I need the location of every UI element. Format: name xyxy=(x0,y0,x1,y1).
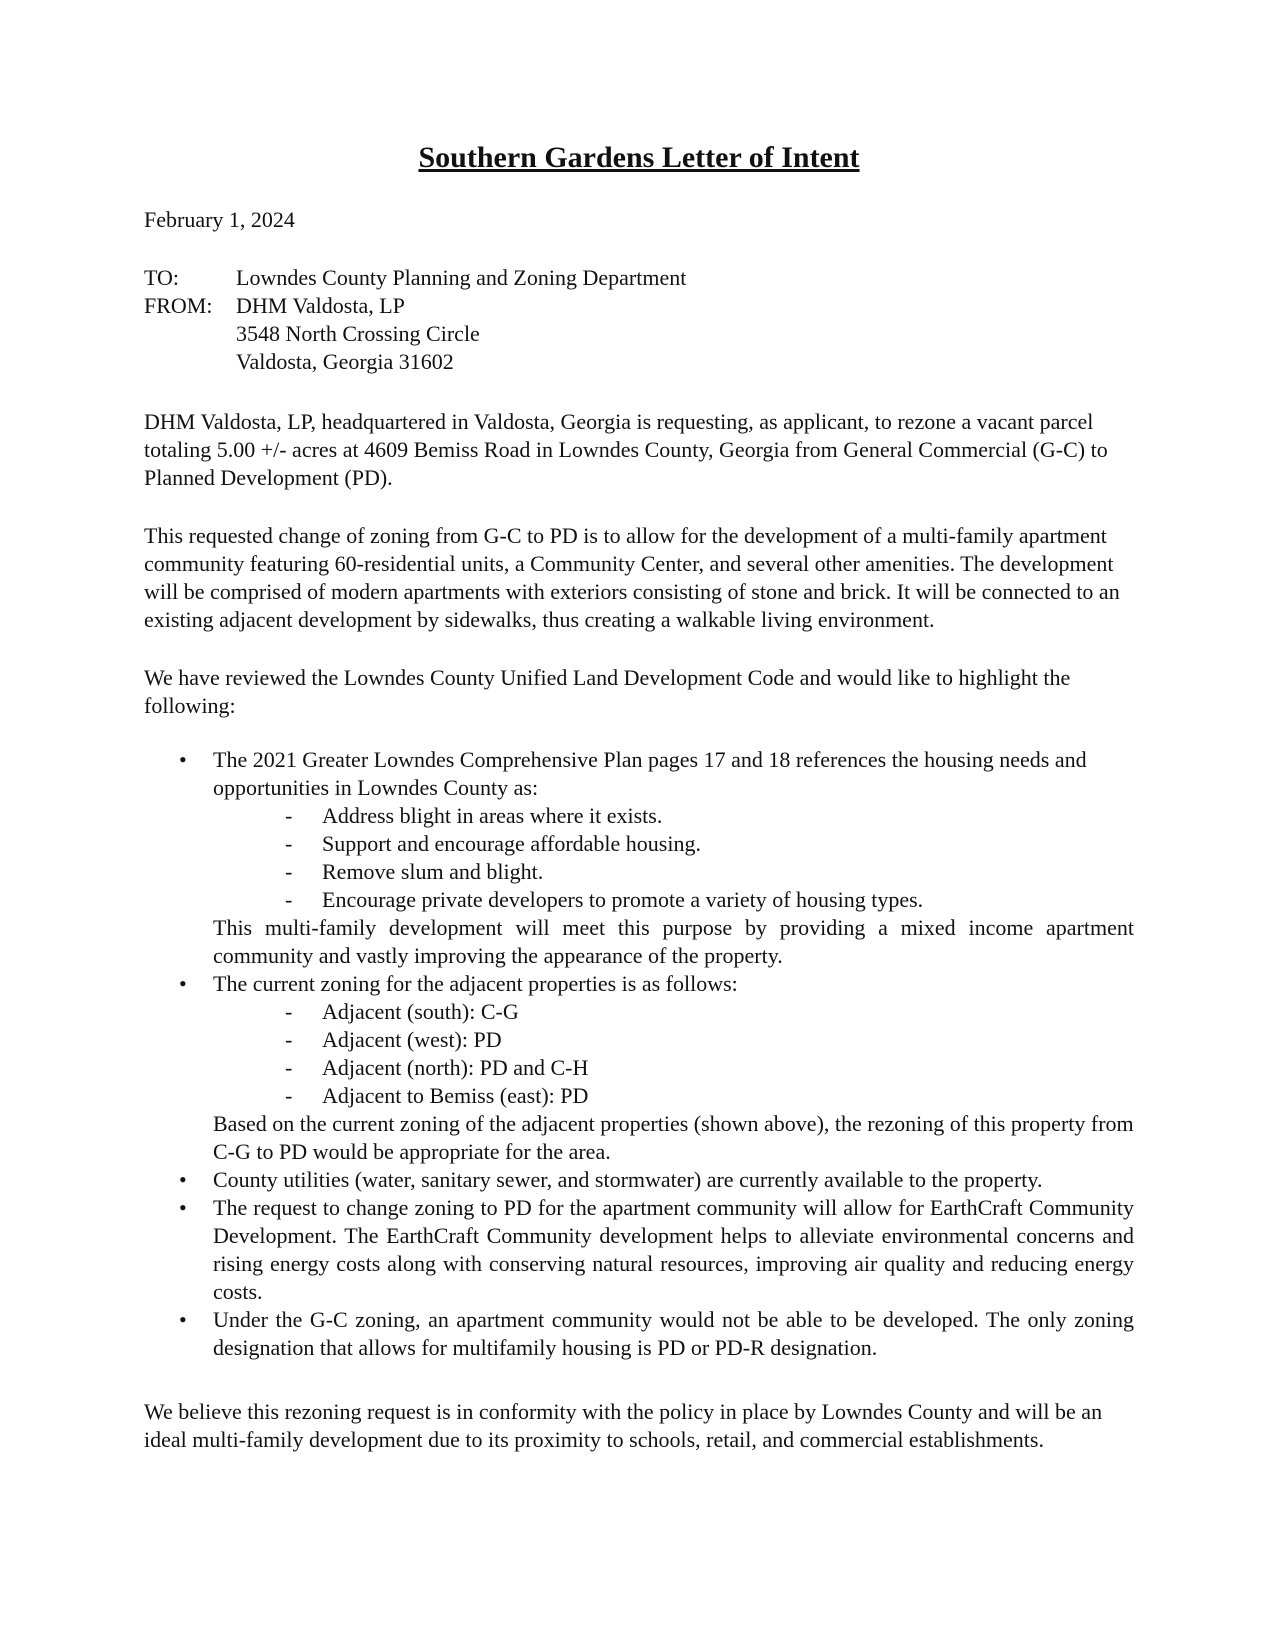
bullet-continuation: Based on the current zoning of the adjacent properties (shown above), the rezoning of this property from C-G to PD would be appropriate for the area. xyxy=(213,1111,1134,1164)
dash-item: - Adjacent (south): C-G xyxy=(213,998,1134,1026)
to-value: Lowndes County Planning and Zoning Department xyxy=(236,265,687,290)
bullet-text: • The 2021 Greater Lowndes Comprehensive Plan pages 17 and 18 references the housing needs and opportunities in Lowndes County as: xyxy=(213,747,1087,800)
dash-item: - Encourage private developers to promote a variety of housing types. xyxy=(213,886,1134,914)
letter-date: February 1, 2024 xyxy=(144,207,295,232)
dash-item: - Adjacent (north): PD and C-H xyxy=(213,1054,1134,1082)
bullet-gc-zoning xyxy=(144,1306,1134,1362)
from-value: DHM Valdosta, LP xyxy=(236,293,405,318)
dash-item: - Adjacent to Bemiss (east): PD xyxy=(213,1082,1134,1110)
from-label: FROM: xyxy=(144,293,213,318)
bullet-text: • The request to change zoning to PD for the apartment community will allow for EarthCraft Community Development. The EarthCraft Community development helps to alleviate environmental concerns and rising energy costs along with conserving natural resources, improving air quality and reducing energy costs. xyxy=(213,1195,1134,1304)
from-address-line2: Valdosta, Georgia 31602 xyxy=(236,349,454,374)
bullet-text: • County utilities (water, sanitary sewer, and stormwater) are currently available to the property. xyxy=(213,1167,1043,1192)
dash-list-adjacent xyxy=(213,998,1134,1110)
paragraph-code-review: We have reviewed the Lowndes County Unified Land Development Code and would like to highlight the following: xyxy=(144,665,1071,718)
bullet-list xyxy=(144,746,1134,1362)
to-label: TO: xyxy=(144,265,180,290)
address-block xyxy=(144,264,1134,376)
bullet-comprehensive-plan xyxy=(144,746,1134,970)
paragraph-closing: We believe this rezoning request is in conformity with the policy in place by Lowndes County and will be an ideal multi-family development due to its proximity to schools, retail, and commercial establishments. xyxy=(144,1399,1103,1452)
bullet-text: • The current zoning for the adjacent properties is as follows: xyxy=(213,971,738,996)
dash-item: - Support and encourage affordable housing. xyxy=(213,830,1134,858)
bullet-county-utilities xyxy=(144,1166,1134,1194)
dash-item: - Remove slum and blight. xyxy=(213,858,1134,886)
bullet-text: • Under the G-C zoning, an apartment community would not be able to be developed. The only zoning designation that allows for multifamily housing is PD or PD-R designation. xyxy=(213,1307,1134,1360)
dash-list-housing-needs xyxy=(213,802,1134,914)
bullet-earthcraft xyxy=(144,1194,1134,1306)
dash-item: - Address blight in areas where it exists. xyxy=(213,802,1134,830)
from-row xyxy=(144,292,1134,320)
paragraph-development: This requested change of zoning from G-C to PD is to allow for the development of a multi-family apartment community featuring 60-residential units, a Community Center, and several other amenities. The development will be comprised of modern apartments with exteriors consisting of stone and brick. It will be connected to an existing adjacent development by sidewalks, thus creating a walkable living environment. xyxy=(144,523,1120,632)
bullet-adjacent-zoning xyxy=(144,970,1134,1166)
bullet-continuation: This multi-family development will meet this purpose by providing a mixed income apartment community and vastly improving the appearance of the property. xyxy=(213,915,1134,968)
dash-item: - Adjacent (west): PD xyxy=(213,1026,1134,1054)
from-address-line1: 3548 North Crossing Circle xyxy=(236,321,480,346)
paragraph-request: DHM Valdosta, LP, headquartered in Valdosta, Georgia is requesting, as applicant, to rezone a vacant parcel totaling 5.00 +/- acres at 4609 Bemiss Road in Lowndes County, Georgia from General Commercial (G-C) to Planned Development (PD). xyxy=(144,409,1108,490)
letter-title: Southern Gardens Letter of Intent xyxy=(418,141,860,174)
to-row xyxy=(144,264,1134,292)
